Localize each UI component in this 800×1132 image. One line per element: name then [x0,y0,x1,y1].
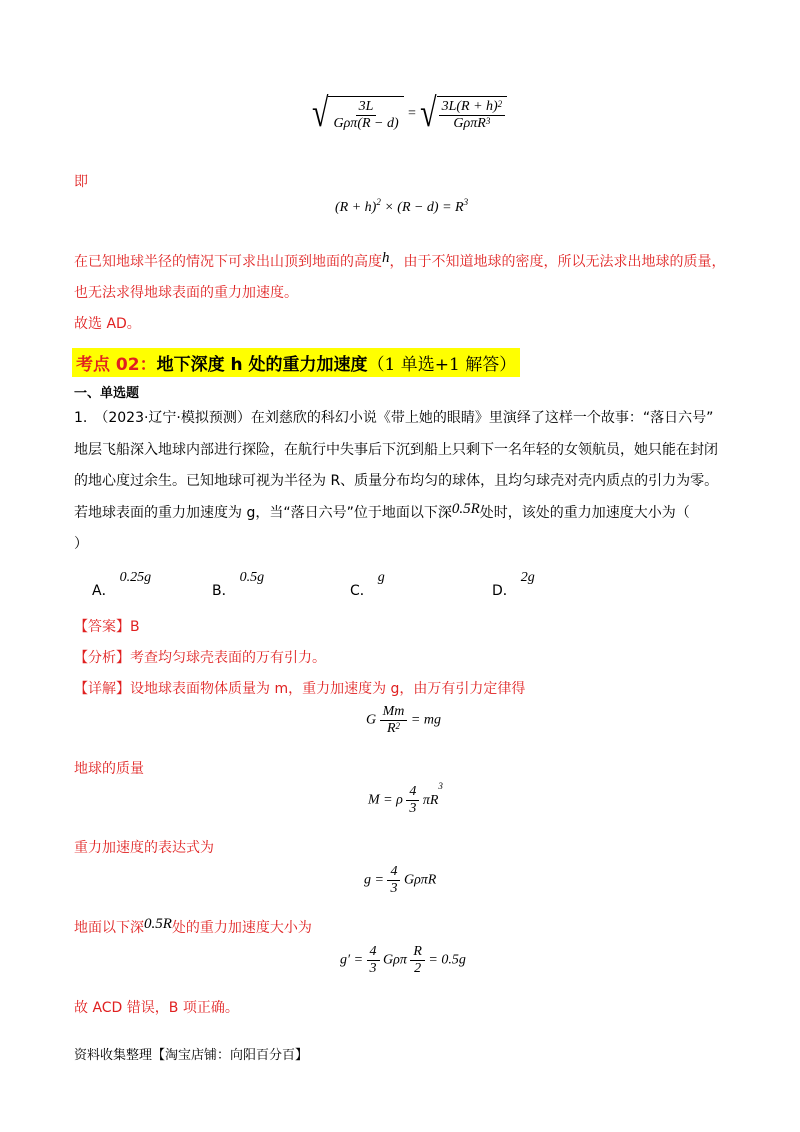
formula-depth-relation: $(R + h)^2 \times (R - d) = R^3$ [335,197,469,215]
section-heading: 考点 02：地下深度 h 处的重力加速度（1 单选+1 解答） [72,348,520,377]
question-line-2: 地层飞船深入地球内部进行探险，在航行中失事后下沉到船上只剩下一名年轻的女领航员，她只能在封闭 [74,442,718,458]
sqrt-right: √ $\frac{3L(R + h)^2}{G\rho\pi R^3}$ [420,96,507,132]
option-a[interactable]: A．0.25g [92,570,152,599]
ji-label: 即 [74,174,88,190]
sqrt-left: √ $\frac{3L}{\text{Gρπ(R − d)}}$ [312,96,404,132]
footer-note: 资料收集整理【淘宝店铺：向阳百分百】 [74,1048,309,1063]
question-line-1: 1. （2023·辽宁·模拟预测）在刘慈欣的科幻小说《带上她的眼睛》里演绎了这样一个故事：“落日六号” [74,410,714,426]
formula-sqrt-equation: √ $\frac{3L}{\text{Gρπ(R − d)}}$ = √ $\frac{3L(R + h)^2}{G\rho\pi R^3}$ [312,96,507,132]
conclusion: 故 ACD 错误，B 项正确。 [74,1000,239,1016]
option-d[interactable]: D．2g [492,570,535,599]
formula-g-expression: g = $\frac{4}{3}$ GρπR [364,864,437,896]
formula-gravity-law: G $\frac{Mm}{R^2}$ = mg [366,704,441,736]
option-b[interactable]: B．0.5g [212,570,265,599]
formula-earth-mass: M = ρ $\frac{4}{3}$ $\pi R^3$ [368,780,443,816]
choose-ad: 故选 AD。 [74,316,141,332]
depth-label: 地面以下深0.5R处的重力加速度大小为 [74,916,312,936]
question-line-4: 若地球表面的重力加速度为 g，当“落日六号”位于地面以下深0.5R处时，该处的重力加速度大小为（ [74,501,690,521]
answer: 【答案】B [74,619,140,635]
question-line-3: 的地心度过余生。已知地球可视为半径为 R、质量分布均匀的球体，且均匀球壳对壳内质点的引力为零。 [74,473,719,489]
earth-mass-label: 地球的质量 [74,761,144,777]
detail: 【详解】设地球表面物体质量为 m，重力加速度为 g，由万有引力定律得 [74,681,526,697]
option-c[interactable]: C．g [350,570,385,599]
analysis: 【分析】考查均匀球壳表面的万有引力。 [74,650,326,666]
paragraph-line-1: 在已知地球半径的情况下可求出山顶到地面的高度h，由于不知道地球的密度，所以无法求出地球的质量， [74,250,726,270]
section-title: 一、单选题 [74,386,140,401]
question-line-5: ） [74,536,88,552]
formula-g-prime: g′ = $\frac{4}{3}$ Gρπ $\frac{R}{2}$ = 0.5g [340,944,466,976]
g-expression-label: 重力加速度的表达式为 [74,840,214,856]
paragraph-line-2: 也无法求得地球表面的重力加速度。 [74,285,298,301]
